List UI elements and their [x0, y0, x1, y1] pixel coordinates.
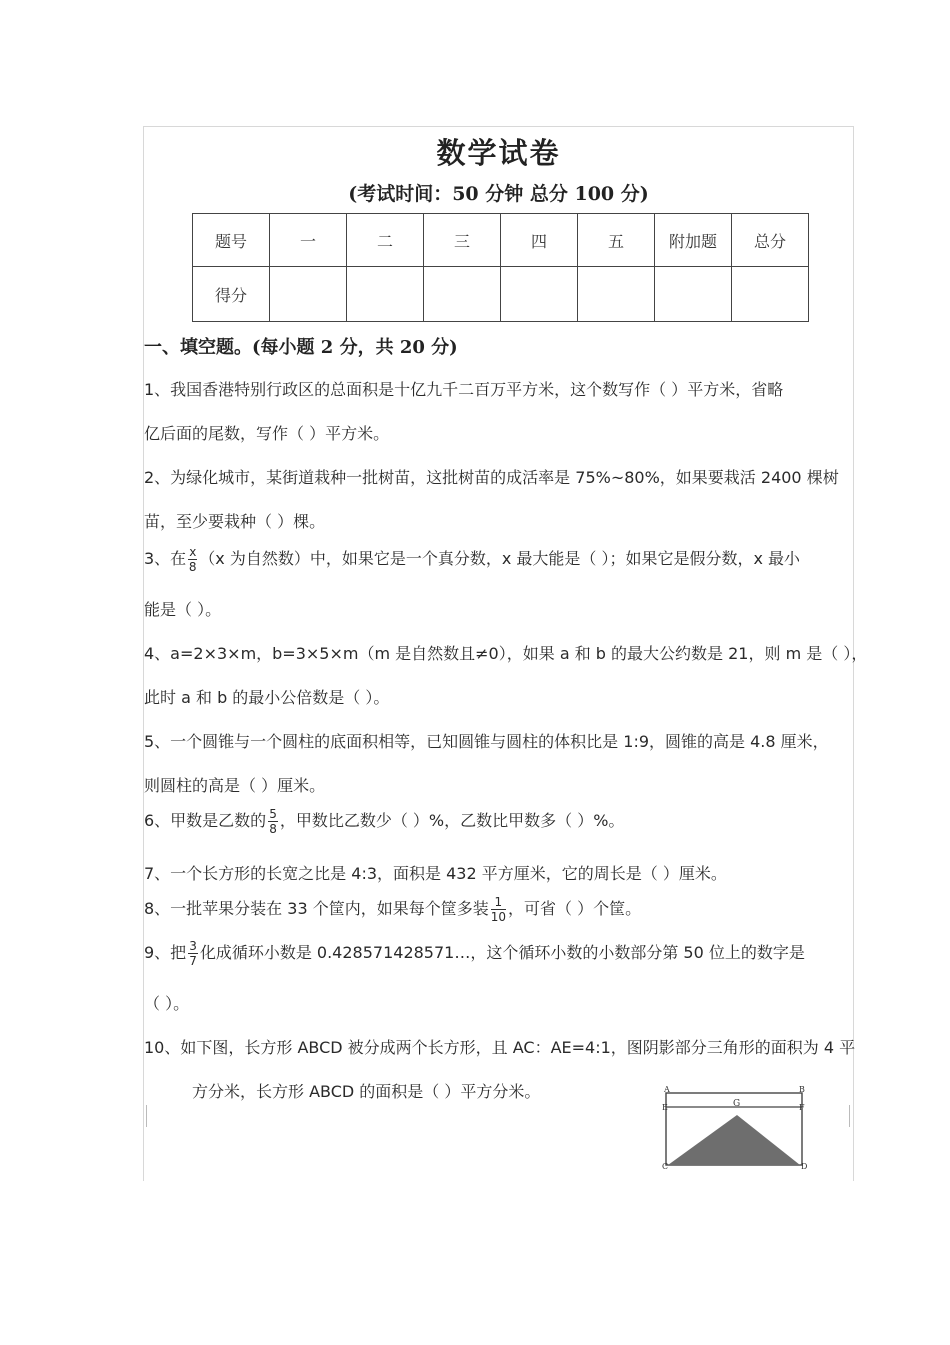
q8-text-pre: 8、一批苹果分装在 33 个筐内，如果每个筐多装 [144, 899, 489, 918]
fraction-denominator: 10 [490, 910, 506, 924]
score-table-score-row [193, 267, 809, 322]
q6-text-pre: 6、甲数是乙数的 [144, 811, 267, 830]
q3-text-pre: 3、在 [144, 549, 187, 568]
question-4-line-1: 4、a=2×3×m，b=3×5×m（m 是自然数且≠0），如果 a 和 b 的最大公约数是 21，则 m 是（ ）， [144, 644, 868, 663]
question-10-line-1: 10、如下图，长方形 ABCD 被分成两个长方形，且 AC：AE=4:1，图阴影部分三角形的面积为 4 平 [144, 1038, 856, 1057]
header-cell: 题号 [193, 214, 270, 267]
fraction-denominator: 8 [269, 822, 277, 836]
label-c: C [662, 1162, 669, 1171]
label-d: D [801, 1162, 808, 1171]
header-cell: 一 [270, 214, 347, 267]
score-cell [655, 267, 732, 322]
question-2-line-1: 2、为绿化城市，某街道栽种一批树苗，这批树苗的成活率是 75%~80%，如果要栽活 2400 棵树 [144, 468, 839, 487]
fraction [188, 545, 197, 574]
exam-page [143, 126, 868, 1181]
header-cell: 四 [501, 214, 578, 267]
question-4-line-2: 此时 a 和 b 的最小公倍数是（ ）。 [144, 688, 390, 707]
question-3-line-2: 能是（ ）。 [144, 600, 222, 619]
score-table-header-row [193, 214, 809, 267]
score-table [192, 213, 809, 322]
margin-mark [849, 1105, 850, 1127]
question-5-line-2: 则圆柱的高是（ ）厘米。 [144, 776, 326, 795]
header-cell: 五 [578, 214, 655, 267]
score-cell [578, 267, 655, 322]
question-5-line-1: 5、一个圆锥与一个圆柱的底面积相等，已知圆锥与圆柱的体积比是 1:9，圆锥的高是 4.8 厘米， [144, 732, 829, 751]
margin-mark [146, 1105, 147, 1127]
score-cell [424, 267, 501, 322]
label-f: F [799, 1103, 805, 1112]
fraction [268, 807, 278, 836]
label-g: G [733, 1099, 741, 1109]
score-cell [501, 267, 578, 322]
fraction-numerator: 5 [269, 807, 277, 821]
score-cell [347, 267, 424, 322]
label-e: E [662, 1103, 668, 1112]
fraction-numerator: x [189, 545, 197, 559]
section-heading: 一、填空题。(每小题 2 分，共 20 分) [144, 337, 458, 358]
q3-text-post: （x 为自然数）中，如果它是一个真分数，x 最大能是（ ）；如果它是假分数，x 最小 [199, 549, 801, 568]
fraction-numerator: 3 [189, 939, 197, 953]
q9-text-post: 化成循环小数是 0.428571428571…，这个循环小数的小数部分第 50 位上的数字是 [199, 943, 805, 962]
question-2-line-2: 苗，至少要栽种（ ）棵。 [144, 512, 326, 531]
question-7-line: 7、一个长方形的长宽之比是 4:3，面积是 432 平方厘米，它的周长是（ ）厘米。 [144, 864, 727, 883]
rectangle-figure [660, 1085, 810, 1171]
score-cell [732, 267, 809, 322]
fraction-denominator: 7 [189, 954, 197, 968]
question-6-line [144, 807, 624, 836]
question-8-line [144, 895, 641, 924]
question-3-line-1 [144, 545, 800, 574]
question-9-line-1 [144, 939, 805, 968]
header-cell: 总分 [732, 214, 809, 267]
question-9-line-2: （ ）。 [144, 994, 190, 1013]
fraction-denominator: 8 [188, 560, 197, 574]
q9-text-pre: 9、把 [144, 943, 187, 962]
shaded-triangle [668, 1115, 800, 1165]
fraction [188, 939, 198, 968]
header-cell: 二 [347, 214, 424, 267]
q6-text-post: ，甲数比乙数少（ ）%，乙数比甲数多（ ）%。 [279, 811, 625, 830]
question-1-line-1: 1、我国香港特别行政区的总面积是十亿九千二百万平方米，这个数写作（ ）平方米，省略 [144, 380, 784, 399]
question-10-line-2: 方分米，长方形 ABCD 的面积是（ ）平方分米。 [192, 1082, 541, 1101]
fraction-numerator: 1 [491, 895, 506, 910]
score-row-label: 得分 [193, 267, 270, 322]
q8-text-post: ，可省（ ）个筐。 [508, 899, 642, 918]
question-1-line-2: 亿后面的尾数，写作（ ）平方米。 [144, 424, 390, 443]
label-a: A [664, 1085, 670, 1094]
exam-subtitle: (考试时间：50 分钟 总分 100 分) [348, 183, 649, 205]
page-title: 数学试卷 [436, 136, 561, 170]
fraction [491, 895, 506, 924]
label-b: B [799, 1085, 805, 1094]
header-cell: 三 [424, 214, 501, 267]
header-cell: 附加题 [655, 214, 732, 267]
score-cell [270, 267, 347, 322]
